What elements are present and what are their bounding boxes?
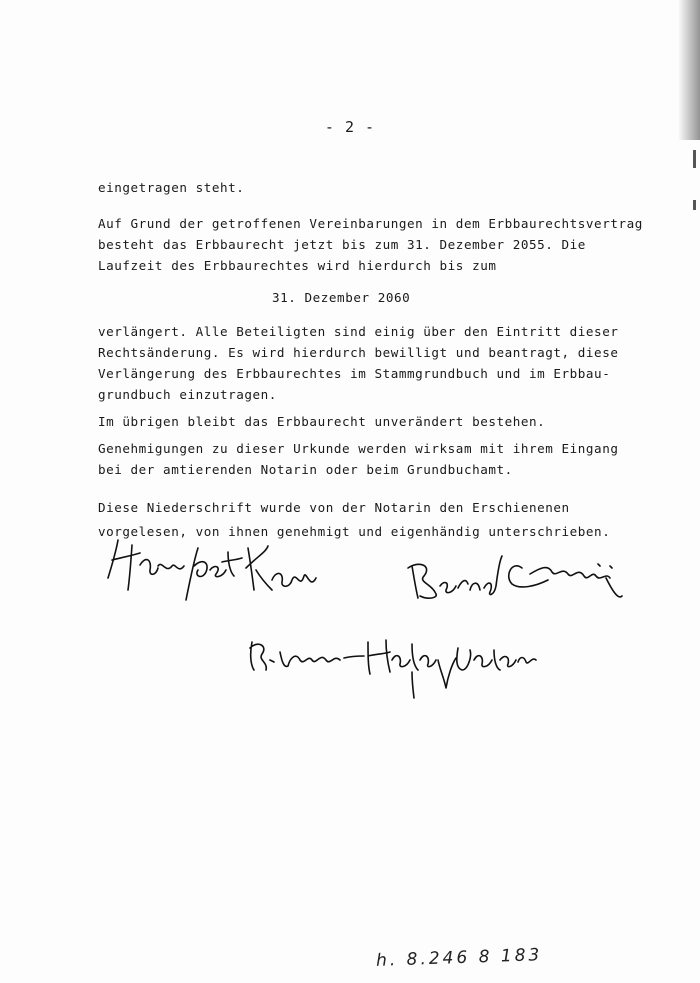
body-line: grundbuch einzutragen. [98,387,277,402]
handwritten-reference: h. 8.246 8 183 [375,945,543,971]
body-line: Rechtsänderung. Es wird hierdurch bewilligt und beantragt, diese [98,345,619,360]
body-line: Laufzeit des Erbbaurechtes wird hierdurch bis zum [98,258,497,273]
body-line: bei der amtierenden Notarin oder beim Grundbuchamt. [98,462,513,477]
body-line: Auf Grund der getroffenen Vereinbarungen in dem Erbbaurechtsvertrag [98,216,643,231]
body-line: besteht das Erbbaurecht jetzt bis zum 31. Dezember 2055. Die [98,237,586,252]
scan-edge-mark [693,150,696,168]
body-line: Diese Niederschrift wurde von der Notarin den Erschienenen [98,500,570,515]
signature-second [408,556,622,598]
extension-date: 31. Dezember 2060 [272,290,411,305]
body-line: Verlängerung des Erbbaurechtes im Stammgrundbuch und im Erbbau- [98,366,611,381]
signature-first [108,540,316,600]
body-line: Im übrigen bleibt das Erbbaurecht unverändert bestehen. [98,414,546,429]
body-line: vorgelesen, von ihnen genehmigt und eigenhändig unterschrieben. [98,524,611,539]
body-line: Genehmigungen zu dieser Urkunde werden wirksam mit ihrem Eingang [98,441,619,456]
body-line: eingetragen steht. [98,180,245,195]
page-number: - 2 - [324,118,376,136]
body-line: verlängert. Alle Beteiligten sind einig über den Eintritt dieser [98,324,619,339]
scan-edge-mark [693,200,696,210]
signature-notary [250,640,536,698]
